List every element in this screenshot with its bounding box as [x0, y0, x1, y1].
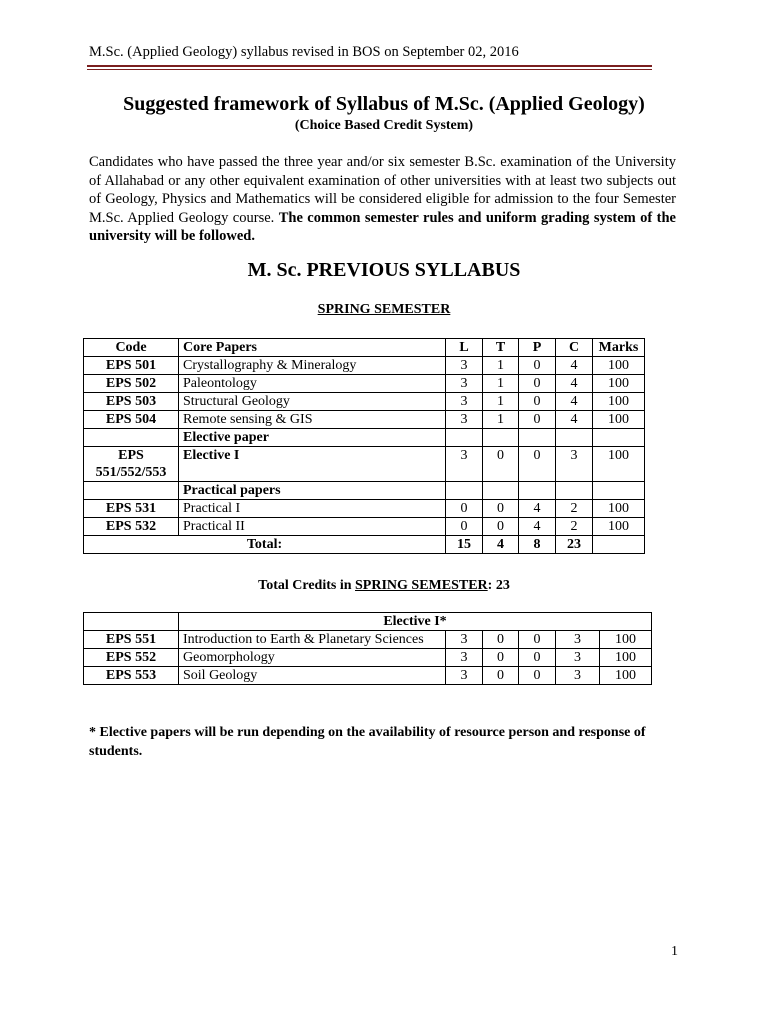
cell-paper: Paleontology: [179, 375, 446, 393]
total-label: Total:: [84, 536, 446, 554]
cell-p: 0: [519, 667, 556, 685]
cell-c: 3: [556, 631, 600, 649]
elective-footnote: * Elective papers will be run depending on the availability of resource person and response of students.: [89, 725, 646, 759]
cell-c: 4: [556, 357, 593, 375]
cell-paper: Structural Geology: [179, 393, 446, 411]
cell-paper: Crystallography & Mineralogy: [179, 357, 446, 375]
cell-t: 0: [483, 667, 519, 685]
cell-t: 1: [483, 357, 519, 375]
header-rule-thick: [87, 65, 652, 67]
cell-l: 3: [446, 447, 483, 482]
cell-l: 0: [446, 518, 483, 536]
header-core-papers: Core Papers: [179, 339, 446, 357]
document-title: Suggested framework of Syllabus of M.Sc. (Applied Geology): [123, 93, 645, 115]
header-code: Code: [84, 339, 179, 357]
cell-code: EPS 551: [84, 631, 179, 649]
cell-t: 1: [483, 375, 519, 393]
total-l: 15: [446, 536, 483, 554]
cell-p: 0: [519, 447, 556, 482]
cell-l: 3: [446, 393, 483, 411]
cell-marks: 100: [593, 500, 645, 518]
intro-paragraph: [89, 153, 676, 246]
cell-c: 4: [556, 393, 593, 411]
cell-p: 0: [519, 649, 556, 667]
total-t: 4: [483, 536, 519, 554]
cell-paper: Geomorphology: [179, 649, 446, 667]
cell-l: 3: [446, 631, 483, 649]
cell-code: EPS 501: [84, 357, 179, 375]
cell-code: EPS 531: [84, 500, 179, 518]
cell-paper: Practical II: [179, 518, 446, 536]
header-l: L: [446, 339, 483, 357]
cell-marks: 100: [593, 393, 645, 411]
cell-code: EPS 553: [84, 667, 179, 685]
cell-code: EPS 503: [84, 393, 179, 411]
header-marks: Marks: [593, 339, 645, 357]
table-row: [84, 411, 645, 429]
document-subtitle: (Choice Based Credit System): [294, 118, 474, 133]
cell-t: 0: [483, 649, 519, 667]
credits-prefix: Total Credits in: [258, 578, 356, 593]
cell-p: 0: [519, 375, 556, 393]
cell-code: EPS 532: [84, 518, 179, 536]
header-t: T: [483, 339, 519, 357]
cell-l: 3: [446, 667, 483, 685]
spring-semester-table: [83, 338, 645, 554]
elective-table-header-row: [84, 613, 652, 631]
cell-paper: Elective I: [179, 447, 446, 482]
cell-c: 4: [556, 375, 593, 393]
cell-t: 1: [483, 411, 519, 429]
cell-c: 3: [556, 649, 600, 667]
intro-text: Candidates who have passed the three year and/or six semester B.Sc. examination of the University of Allahabad or any other equivalent examination of other universities with at least two subjects out of Geology, Physics and Mathematics will be considered eligible for admission to the four Semester M.Sc. Applied Geology course.: [89, 154, 676, 226]
credits-suffix: : 23: [487, 578, 510, 593]
semester-heading: SPRING SEMESTER: [317, 302, 451, 317]
cell-c: 3: [556, 447, 593, 482]
elective-table-heading: Elective I*: [179, 613, 652, 631]
table-row-elective: [84, 447, 645, 482]
table-row: [84, 375, 645, 393]
header-rule-thin: [87, 69, 652, 70]
section-title: M. Sc. PREVIOUS SYLLABUS: [247, 259, 521, 281]
cell-p: 0: [519, 357, 556, 375]
cell-t: 1: [483, 393, 519, 411]
total-row: [84, 536, 645, 554]
cell-paper: Practical I: [179, 500, 446, 518]
practical-papers-heading: Practical papers: [179, 482, 446, 500]
cell-marks: 100: [593, 375, 645, 393]
cell-p: 0: [519, 411, 556, 429]
cell-t: 0: [483, 631, 519, 649]
elective-table: [83, 612, 652, 685]
table-row: [84, 667, 652, 685]
cell-code-line1: EPS: [118, 448, 144, 463]
cell-l: 3: [446, 357, 483, 375]
total-c: 23: [556, 536, 593, 554]
cell-paper: Soil Geology: [179, 667, 446, 685]
cell-p: 4: [519, 518, 556, 536]
cell-code: EPS 504: [84, 411, 179, 429]
cell-l: 0: [446, 500, 483, 518]
cell-c: 2: [556, 500, 593, 518]
cell-marks: 100: [593, 447, 645, 482]
cell-marks: 100: [600, 667, 652, 685]
header-c: C: [556, 339, 593, 357]
page-number: 1: [671, 944, 678, 959]
cell-c: 2: [556, 518, 593, 536]
header-p: P: [519, 339, 556, 357]
cell-c: 4: [556, 411, 593, 429]
table-row: [84, 649, 652, 667]
elective-heading-row: [84, 429, 645, 447]
cell-c: 3: [556, 667, 600, 685]
cell-l: 3: [446, 649, 483, 667]
cell-code: EPS 552: [84, 649, 179, 667]
cell-t: 0: [483, 500, 519, 518]
cell-p: 0: [519, 631, 556, 649]
cell-marks: 100: [593, 411, 645, 429]
table-row: [84, 393, 645, 411]
cell-code: [84, 447, 179, 482]
cell-paper: Introduction to Earth & Planetary Sciences: [179, 631, 446, 649]
cell-code: EPS 502: [84, 375, 179, 393]
total-credits-line: [0, 578, 768, 594]
cell-t: 0: [483, 518, 519, 536]
cell-l: 3: [446, 411, 483, 429]
cell-t: 0: [483, 447, 519, 482]
table-row: [84, 631, 652, 649]
cell-l: 3: [446, 375, 483, 393]
credits-semester: SPRING SEMESTER: [355, 578, 488, 593]
table-header-row: [84, 339, 645, 357]
total-p: 8: [519, 536, 556, 554]
practical-heading-row: [84, 482, 645, 500]
total-marks: [593, 536, 645, 554]
cell-paper: Remote sensing & GIS: [179, 411, 446, 429]
cell-code-line2: 551/552/553: [95, 465, 167, 480]
cell-marks: 100: [593, 357, 645, 375]
cell-p: 0: [519, 393, 556, 411]
elective-paper-heading: Elective paper: [179, 429, 446, 447]
table-row: [84, 357, 645, 375]
intro-bold-text: The common semester rules and uniform grading system of the university will be followed.: [89, 209, 676, 244]
table-row: [84, 518, 645, 536]
cell-marks: 100: [600, 631, 652, 649]
table-row: [84, 500, 645, 518]
running-header: M.Sc. (Applied Geology) syllabus revised in BOS on September 02, 2016: [89, 44, 519, 60]
cell-marks: 100: [600, 649, 652, 667]
cell-p: 4: [519, 500, 556, 518]
cell-marks: 100: [593, 518, 645, 536]
